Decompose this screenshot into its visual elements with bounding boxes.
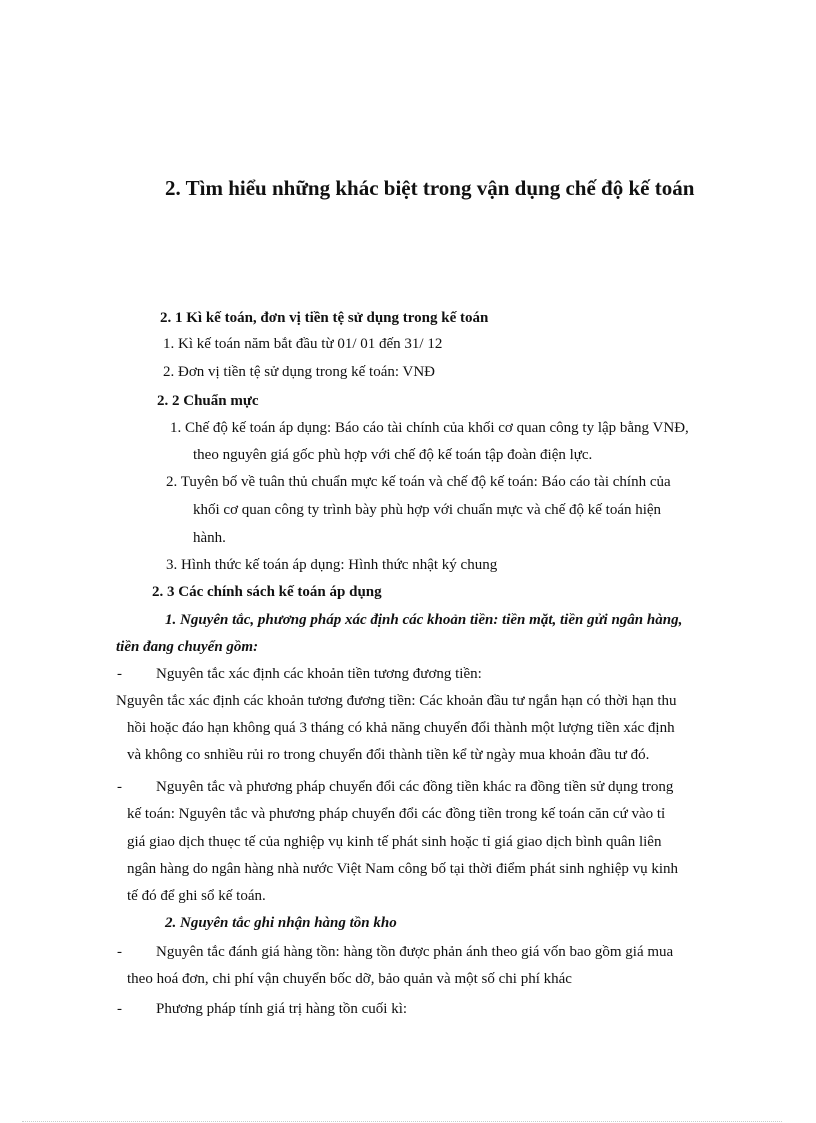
- policy-2-heading: 2. Nguyên tắc ghi nhận hàng tồn kho: [165, 915, 397, 931]
- policy-1-heading-line-1: 1. Nguyên tắc, phương pháp xác định các khoản tiền: tiền mặt, tiền gửi ngân hàng,: [165, 612, 683, 628]
- bullet-1: Nguyên tắc xác định các khoản tiền tương đương tiền:: [156, 666, 482, 682]
- section-2-1-item-1: 1. Kì kế toán năm bắt đầu từ 01/ 01 đến 31/ 12: [163, 336, 443, 352]
- page-title: 2. Tìm hiểu những khác biệt trong vận dụng chế độ kế toán: [165, 176, 695, 200]
- bullet-2-line-4: ngân hàng do ngân hàng nhà nước Việt Nam công bố tại thời điểm phát sinh nghiệp vụ kinh: [127, 861, 679, 877]
- paragraph-1-line-3: và không co snhiều rủi ro trong chuyển đổi thành tiền kể từ ngày mua khoản đầu tư đó.: [127, 747, 650, 763]
- bullet-dash: -: [117, 666, 122, 682]
- bullet-dash: -: [117, 944, 122, 960]
- section-2-2-heading: 2. 2 Chuẩn mực: [157, 393, 259, 409]
- section-2-2-item-2-line-3: hành.: [193, 530, 226, 546]
- bullet-2-line-2: kế toán: Nguyên tắc và phương pháp chuyển đổi các đồng tiền trong kế toán căn cứ vào tỉ: [127, 806, 666, 822]
- bullet-3-line-2: theo hoá đơn, chi phí vận chuyển bốc dỡ, bảo quản và một số chi phí khác: [127, 971, 572, 987]
- bullet-dash: -: [117, 779, 122, 795]
- section-2-1-heading: 2. 1 Kì kế toán, đơn vị tiền tệ sử dụng trong kế toán: [160, 310, 489, 326]
- paragraph-1-line-2: hồi hoặc đáo hạn không quá 3 tháng có khả năng chuyển đổi thành một lượng tiền xác định: [127, 720, 675, 736]
- section-2-2-item-1-line-1: 1. Chế độ kế toán áp dụng: Báo cáo tài chính của khối cơ quan công ty lập bằng VNĐ,: [170, 420, 689, 436]
- section-2-2-item-2-line-1: 2. Tuyên bố về tuân thủ chuẩn mực kế toán và chế độ kế toán: Báo cáo tài chính của: [166, 474, 671, 490]
- bullet-dash: -: [117, 1001, 122, 1017]
- policy-1-heading-line-2: tiền đang chuyển gồm:: [116, 639, 259, 655]
- section-2-2-item-2-line-2: khối cơ quan công ty trình bày phù hợp với chuẩn mực và chế độ kế toán hiện: [193, 502, 662, 518]
- section-2-2-item-3: 3. Hình thức kế toán áp dụng: Hình thức nhật ký chung: [166, 557, 498, 573]
- section-2-2-item-1-line-2: theo nguyên giá gốc phù hợp với chế độ kế toán tập đoàn điện lực.: [193, 447, 593, 463]
- bullet-4: Phương pháp tính giá trị hàng tồn cuối kì:: [156, 1001, 408, 1017]
- section-2-3-heading: 2. 3 Các chính sách kế toán áp dụng: [152, 584, 382, 600]
- bullet-3-line-1: Nguyên tắc đánh giá hàng tồn: hàng tồn được phản ánh theo giá vốn bao gồm giá mua: [156, 944, 674, 960]
- bullet-2-line-3: giá giao dịch thuẹc tế của nghiệp vụ kinh tế phát sinh hoặc tỉ giá giao dịch bình quân liên: [127, 834, 662, 850]
- paragraph-1-line-1: Nguyên tắc xác định các khoản tương đương tiền: Các khoản đầu tư ngắn hạn có thời hạn thu: [116, 693, 677, 709]
- bullet-2-line-1: Nguyên tắc và phương pháp chuyển đổi các đồng tiền khác ra đồng tiền sử dụng trong: [156, 779, 674, 795]
- section-2-1-item-2: 2. Đơn vị tiền tệ sử dụng trong kế toán: VNĐ: [163, 364, 436, 380]
- bullet-2-line-5: tế đó để ghi sổ kế toán.: [127, 888, 266, 904]
- page-bottom-rule: [22, 1121, 782, 1122]
